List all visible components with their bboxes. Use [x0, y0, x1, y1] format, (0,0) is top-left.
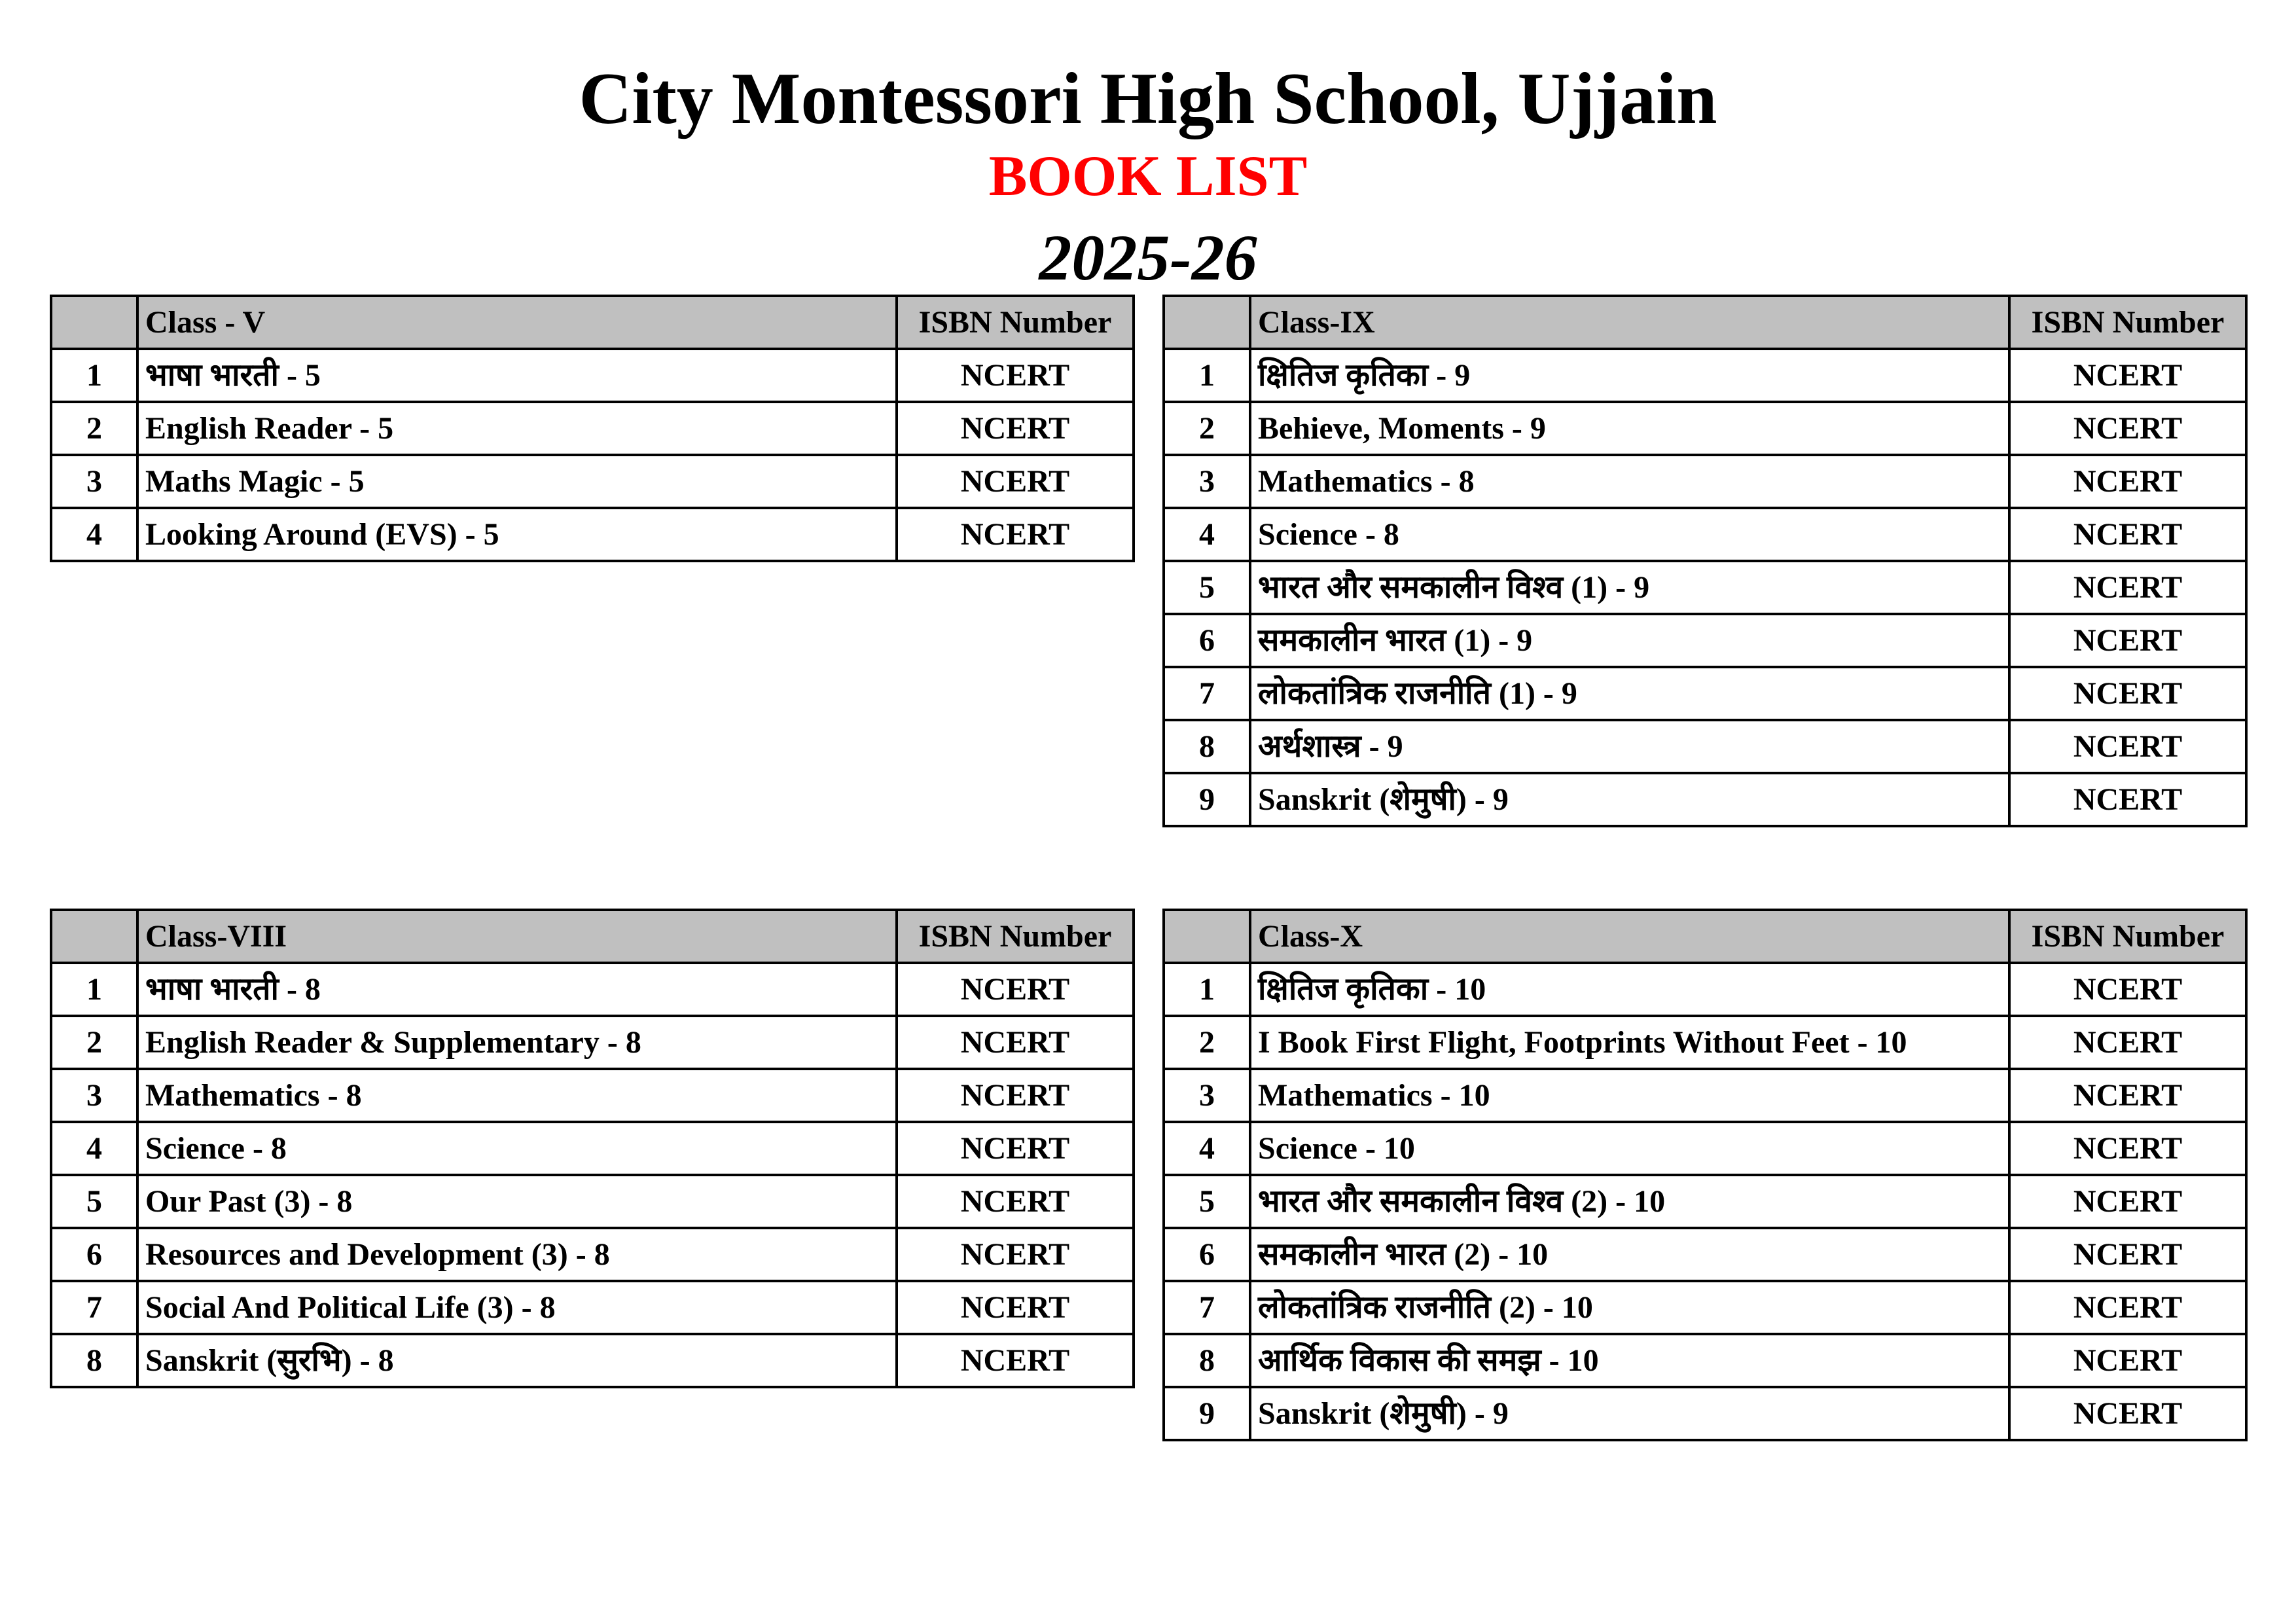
serial-number: 3 [1164, 1069, 1250, 1122]
isbn-header: ISBN Number [2009, 910, 2246, 963]
table-row [1164, 402, 2246, 455]
book-title: Maths Magic - 5 [137, 455, 897, 508]
isbn-value: NCERT [2009, 1069, 2246, 1122]
book-title: English Reader - 5 [137, 402, 897, 455]
table-header-row [51, 910, 1134, 963]
isbn-header: ISBN Number [2009, 296, 2246, 349]
table-row [1164, 963, 2246, 1016]
serial-number: 3 [51, 455, 137, 508]
isbn-value: NCERT [2009, 1016, 2246, 1069]
isbn-value: NCERT [897, 1016, 1134, 1069]
isbn-value: NCERT [897, 1175, 1134, 1228]
class-label: Class - V [137, 296, 897, 349]
session-year: 2025-26 [1039, 221, 1257, 294]
table-header-row [1164, 910, 2246, 963]
table-header-row [1164, 296, 2246, 349]
book-title: आर्थिक विकास की समझ - 10 [1250, 1334, 2009, 1387]
book-title: Sanskrit (सुरभि) - 8 [137, 1334, 897, 1387]
isbn-header: ISBN Number [897, 910, 1134, 963]
book-table-class-viii [50, 909, 1135, 1388]
serial-number: 9 [1164, 773, 1250, 826]
table-row [1164, 1281, 2246, 1334]
serial-number: 9 [1164, 1387, 1250, 1440]
table-row [1164, 1228, 2246, 1281]
isbn-value: NCERT [2009, 667, 2246, 720]
table-row [1164, 1069, 2246, 1122]
book-title: लोकतांत्रिक राजनीति (1) - 9 [1250, 667, 2009, 720]
isbn-value: NCERT [2009, 349, 2246, 402]
isbn-value: NCERT [2009, 1175, 2246, 1228]
table-row [51, 455, 1134, 508]
serial-number: 2 [1164, 1016, 1250, 1069]
isbn-value: NCERT [2009, 773, 2246, 826]
serial-number: 1 [51, 349, 137, 402]
book-title: अर्थशास्त्र - 9 [1250, 720, 2009, 773]
table-row [51, 1175, 1134, 1228]
isbn-value: NCERT [897, 508, 1134, 561]
book-title: Mathematics - 8 [137, 1069, 897, 1122]
table-row [51, 1281, 1134, 1334]
serial-number: 2 [51, 1016, 137, 1069]
table-row [1164, 508, 2246, 561]
book-title: Science - 8 [137, 1122, 897, 1175]
serial-header [51, 296, 137, 349]
class-label: Class-VIII [137, 910, 897, 963]
class-label: Class-X [1250, 910, 2009, 963]
serial-number: 4 [1164, 1122, 1250, 1175]
serial-number: 1 [51, 963, 137, 1016]
isbn-value: NCERT [2009, 1281, 2246, 1334]
book-title: Sanskrit (शेमुषी) - 9 [1250, 1387, 2009, 1440]
serial-number: 6 [1164, 1228, 1250, 1281]
table-row [1164, 349, 2246, 402]
serial-number: 3 [1164, 455, 1250, 508]
book-title: भाषा भारती - 8 [137, 963, 897, 1016]
book-title: भारत और समकालीन विश्व (2) - 10 [1250, 1175, 2009, 1228]
isbn-value: NCERT [897, 1122, 1134, 1175]
isbn-value: NCERT [2009, 402, 2246, 455]
book-title: English Reader & Supplementary - 8 [137, 1016, 897, 1069]
book-title: Science - 8 [1250, 508, 2009, 561]
isbn-value: NCERT [897, 349, 1134, 402]
table-row [1164, 561, 2246, 614]
table-row [51, 402, 1134, 455]
isbn-value: NCERT [2009, 1387, 2246, 1440]
serial-number: 4 [51, 508, 137, 561]
table-row [1164, 1016, 2246, 1069]
book-title: Mathematics - 8 [1250, 455, 2009, 508]
table-row [51, 508, 1134, 561]
isbn-value: NCERT [2009, 614, 2246, 667]
isbn-value: NCERT [897, 1281, 1134, 1334]
serial-number: 5 [1164, 561, 1250, 614]
book-title: I Book First Flight, Footprints Without Feet - 10 [1250, 1016, 2009, 1069]
isbn-header: ISBN Number [897, 296, 1134, 349]
serial-number: 8 [51, 1334, 137, 1387]
book-title: Social And Political Life (3) - 8 [137, 1281, 897, 1334]
table-row [1164, 1387, 2246, 1440]
class-label: Class-IX [1250, 296, 2009, 349]
isbn-value: NCERT [897, 402, 1134, 455]
isbn-value: NCERT [2009, 963, 2246, 1016]
serial-header [51, 910, 137, 963]
table-row [51, 1122, 1134, 1175]
isbn-value: NCERT [897, 1334, 1134, 1387]
book-title: Our Past (3) - 8 [137, 1175, 897, 1228]
table-row [1164, 455, 2246, 508]
isbn-value: NCERT [897, 963, 1134, 1016]
table-row [51, 963, 1134, 1016]
serial-number: 7 [1164, 1281, 1250, 1334]
serial-number: 8 [1164, 1334, 1250, 1387]
isbn-value: NCERT [2009, 720, 2246, 773]
serial-number: 6 [1164, 614, 1250, 667]
book-table-class-ix [1162, 295, 2248, 827]
book-title: क्षितिज कृतिका - 9 [1250, 349, 2009, 402]
serial-header [1164, 296, 1250, 349]
serial-number: 8 [1164, 720, 1250, 773]
isbn-value: NCERT [2009, 455, 2246, 508]
table-row [1164, 1175, 2246, 1228]
school-name: City Montessori High School, Ujjain [579, 58, 1717, 139]
serial-header [1164, 910, 1250, 963]
serial-number: 4 [51, 1122, 137, 1175]
book-table-class-x [1162, 909, 2248, 1441]
table-row [1164, 720, 2246, 773]
book-title: क्षितिज कृतिका - 10 [1250, 963, 2009, 1016]
book-title: Mathematics - 10 [1250, 1069, 2009, 1122]
table-row [51, 1228, 1134, 1281]
table-row [1164, 614, 2246, 667]
isbn-value: NCERT [2009, 561, 2246, 614]
book-table-class-v [50, 295, 1135, 562]
book-title: भारत और समकालीन विश्व (1) - 9 [1250, 561, 2009, 614]
serial-number: 5 [51, 1175, 137, 1228]
isbn-value: NCERT [897, 1228, 1134, 1281]
book-title: भाषा भारती - 5 [137, 349, 897, 402]
isbn-value: NCERT [2009, 1228, 2246, 1281]
book-title: Behieve, Moments - 9 [1250, 402, 2009, 455]
serial-number: 7 [1164, 667, 1250, 720]
table-row [1164, 667, 2246, 720]
book-list-title: BOOK LIST [988, 145, 1308, 208]
isbn-value: NCERT [897, 1069, 1134, 1122]
table-row [1164, 1334, 2246, 1387]
isbn-value: NCERT [2009, 1122, 2246, 1175]
serial-number: 2 [51, 402, 137, 455]
book-title: Science - 10 [1250, 1122, 2009, 1175]
isbn-value: NCERT [897, 455, 1134, 508]
book-title: Resources and Development (3) - 8 [137, 1228, 897, 1281]
table-row [51, 1069, 1134, 1122]
book-title: समकालीन भारत (2) - 10 [1250, 1228, 2009, 1281]
book-title: Sanskrit (शेमुषी) - 9 [1250, 773, 2009, 826]
serial-number: 7 [51, 1281, 137, 1334]
table-row [51, 349, 1134, 402]
table-row [51, 1016, 1134, 1069]
book-title: लोकतांत्रिक राजनीति (2) - 10 [1250, 1281, 2009, 1334]
book-title: Looking Around (EVS) - 5 [137, 508, 897, 561]
serial-number: 1 [1164, 349, 1250, 402]
isbn-value: NCERT [2009, 1334, 2246, 1387]
table-row [1164, 1122, 2246, 1175]
serial-number: 5 [1164, 1175, 1250, 1228]
table-row [51, 1334, 1134, 1387]
serial-number: 6 [51, 1228, 137, 1281]
serial-number: 1 [1164, 963, 1250, 1016]
isbn-value: NCERT [2009, 508, 2246, 561]
table-row [1164, 773, 2246, 826]
serial-number: 2 [1164, 402, 1250, 455]
serial-number: 3 [51, 1069, 137, 1122]
book-title: समकालीन भारत (1) - 9 [1250, 614, 2009, 667]
table-header-row [51, 296, 1134, 349]
serial-number: 4 [1164, 508, 1250, 561]
